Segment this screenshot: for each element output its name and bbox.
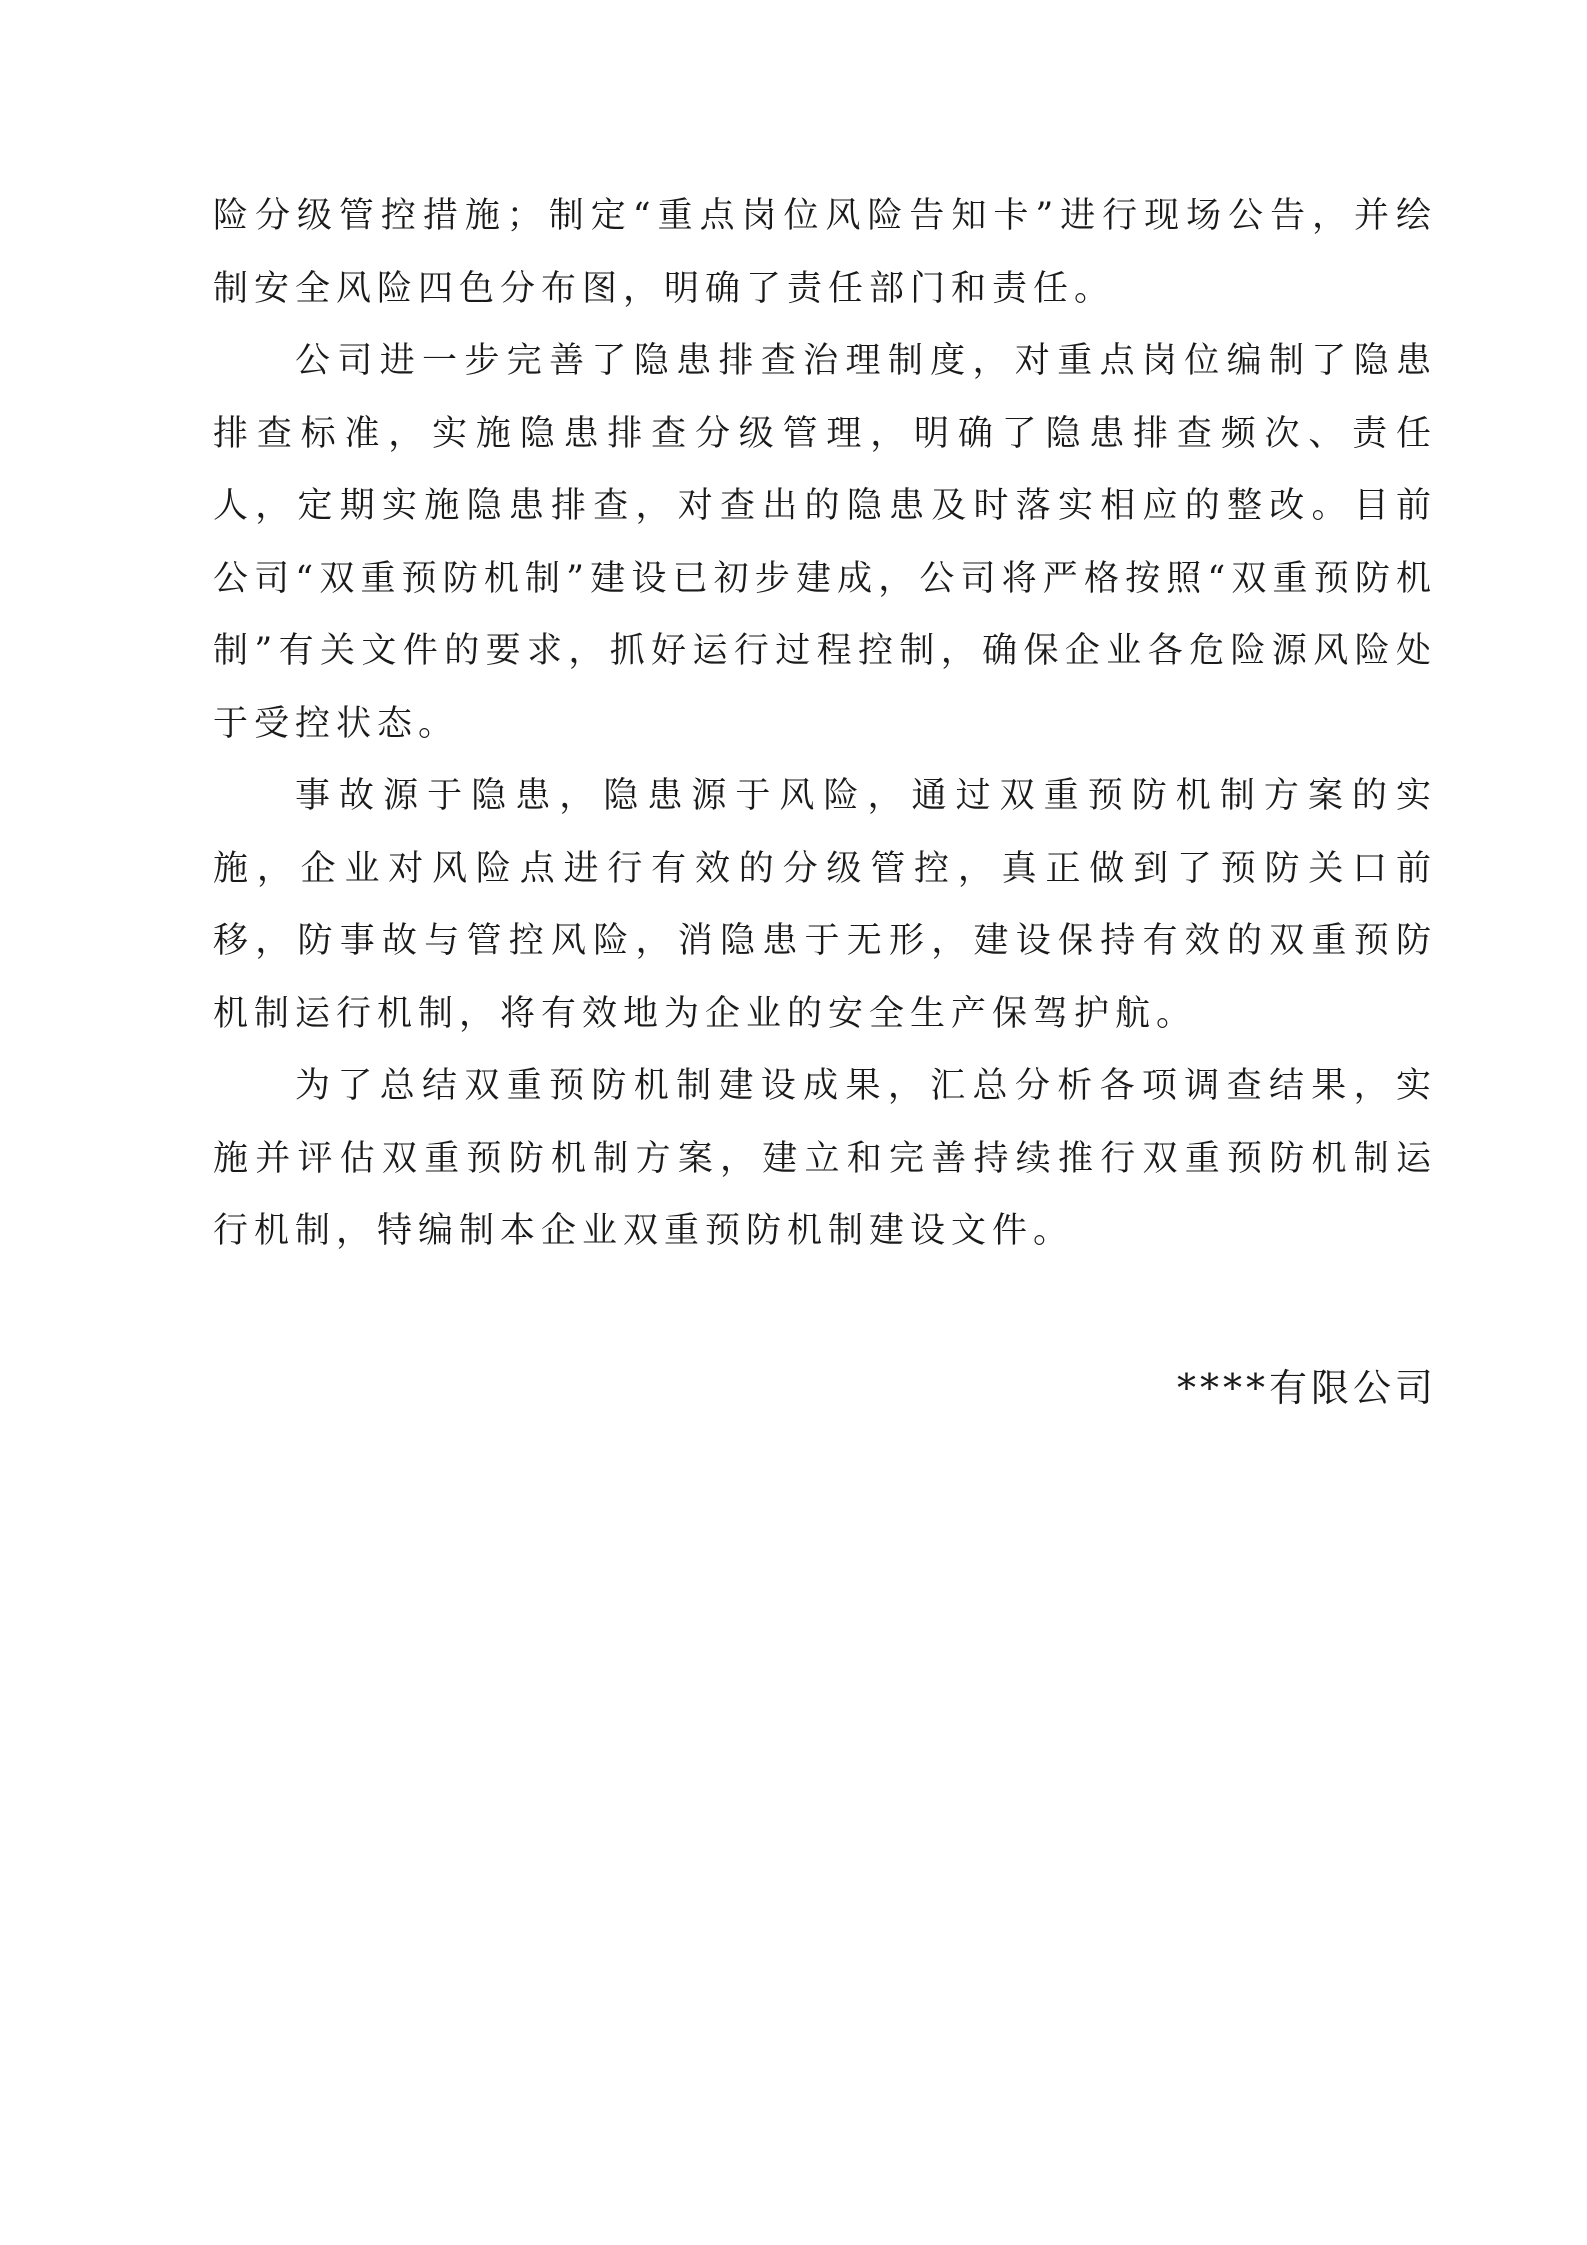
paragraph-summary: 为了总结双重预防机制建设成果，汇总分析各项调查结果，实施并评估双重预防机制方案，建立和完善持续推行双重预防机制运行机制，特编制本企业双重预防机制建设文件。 bbox=[213, 1066, 1437, 1251]
document-body bbox=[213, 180, 1437, 1268]
company-signature: ****有限公司 bbox=[1176, 1366, 1437, 1410]
paragraph-accident-prevention: 事故源于隐患，隐患源于风险，通过双重预防机制方案的实施，企业对风险点进行有效的分级管控，真正做到了预防关口前移，防事故与管控风险，消隐患于无形，建设保持有效的双重预防机制运行机制，将有效地为企业的安全生产保驾护航。 bbox=[213, 776, 1437, 1034]
paragraph-hazard-investigation: 公司进一步完善了隐患排查治理制度，对重点岗位编制了隐患排查标准，实施隐患排查分级管理，明确了隐患排查频次、责任人，定期实施隐患排查，对查出的隐患及时落实相应的整改。目前公司“双重预防机制”建设已初步建成，公司将严格按照“双重预防机制”有关文件的要求，抓好运行过程控制，确保企业各危险源风险处于受控状态。 bbox=[213, 341, 1437, 744]
paragraph-risk-control: 险分级管控措施；制定“重点岗位风险告知卡”进行现场公告，并绘制安全风险四色分布图，明确了责任部门和责任。 bbox=[213, 196, 1437, 309]
